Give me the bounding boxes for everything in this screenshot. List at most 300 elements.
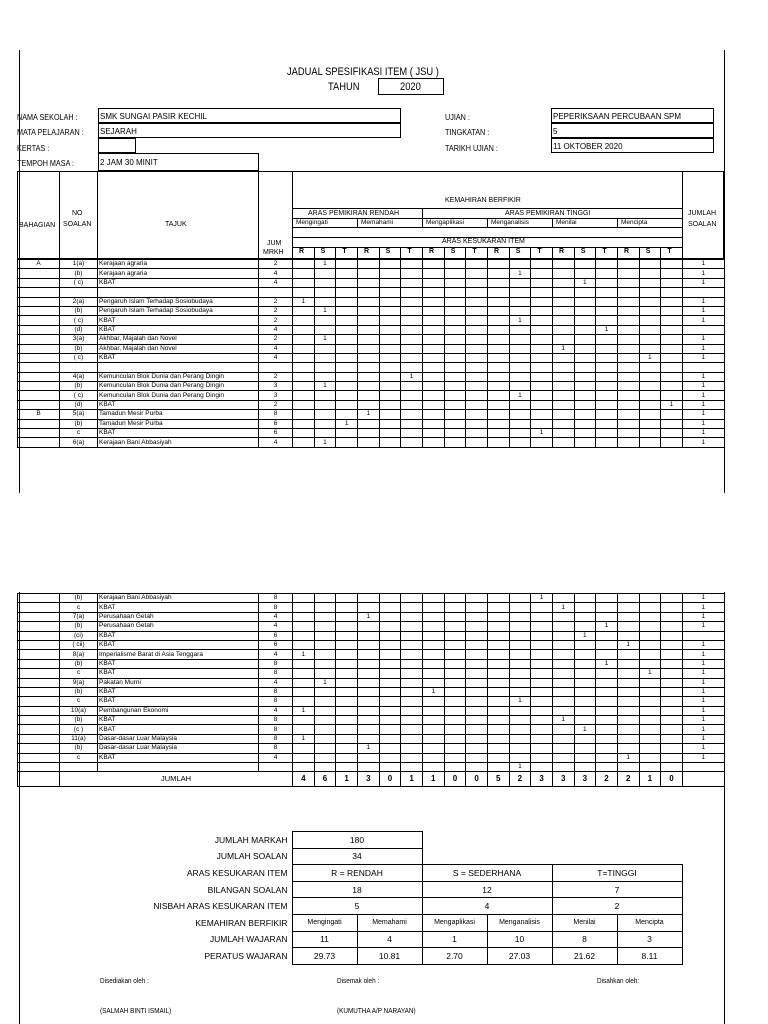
hdr-aras-tinggi: ARAS PEMIKIRAN TINGGI xyxy=(505,210,591,217)
rst-cell xyxy=(661,419,683,428)
rst-cell xyxy=(422,297,444,306)
rst-cell xyxy=(444,697,466,706)
rst-cell xyxy=(466,687,488,696)
rst-cell xyxy=(596,429,618,438)
rst-cell xyxy=(314,288,336,297)
table-row xyxy=(18,400,725,409)
rst-cell: 1 xyxy=(639,353,661,362)
rst-cell xyxy=(574,382,596,391)
rst-cell xyxy=(357,260,379,269)
rst-cell xyxy=(379,744,401,753)
rst-cell xyxy=(487,687,509,696)
rst-cell: 1 xyxy=(293,297,315,306)
rst-cell xyxy=(357,306,379,315)
hdr-rst-7: R xyxy=(429,248,435,255)
hdr-skill-3: Mengaplikasi xyxy=(426,219,464,226)
rst-cell xyxy=(466,706,488,715)
rst-cell: 1 xyxy=(357,744,379,753)
no-soalan-cell: 8(a) xyxy=(60,650,98,659)
rst-cell xyxy=(466,744,488,753)
rst-cell xyxy=(336,622,358,631)
rst-cell xyxy=(314,763,336,772)
no-soalan-cell: c xyxy=(60,669,98,678)
jumlah-soalan-cell: 1 xyxy=(682,594,724,603)
jumlah-soalan-cell: 1 xyxy=(682,260,724,269)
tempoh-value: 2 JAM 30 MINIT xyxy=(100,158,158,167)
tajuk-cell: KBAT xyxy=(98,669,259,678)
rst-cell xyxy=(444,269,466,278)
rst-cell xyxy=(336,763,358,772)
no-soalan-cell xyxy=(60,763,98,772)
rst-cell xyxy=(314,594,336,603)
rst-cell xyxy=(552,640,574,649)
rst-cell xyxy=(531,716,553,725)
bahagian-cell xyxy=(18,335,60,344)
jumlah-soalan-cell: 1 xyxy=(682,716,724,725)
jumlah-soalan-cell: 1 xyxy=(682,697,724,706)
rst-cell xyxy=(401,622,423,631)
rst-cell xyxy=(617,612,639,621)
bahagian-cell xyxy=(18,353,60,362)
table-row xyxy=(18,325,725,334)
tajuk-cell: KBAT xyxy=(98,659,259,668)
rst-cell xyxy=(487,438,509,447)
disemak-label: Disemak oleh : xyxy=(337,976,380,985)
rst-cell xyxy=(314,372,336,381)
rst-cell xyxy=(357,363,379,372)
rst-cell xyxy=(639,678,661,687)
rst-cell xyxy=(422,335,444,344)
no-soalan-cell: c xyxy=(60,753,98,762)
rst-cell xyxy=(422,269,444,278)
hdr-rst-2: S xyxy=(320,248,326,255)
rst-cell xyxy=(596,631,618,640)
tajuk-cell: Kerajaan agraria xyxy=(98,260,259,269)
rst-cell xyxy=(401,687,423,696)
bahagian-cell xyxy=(18,734,60,743)
jumlah-markah-value: 180 xyxy=(292,832,422,849)
rst-cell xyxy=(531,640,553,649)
rst-cell xyxy=(574,669,596,678)
rst-cell xyxy=(552,316,574,325)
rst-cell xyxy=(487,594,509,603)
jumlah-value-cell: 1 xyxy=(401,772,423,787)
rst-cell xyxy=(487,744,509,753)
rst-cell xyxy=(487,763,509,772)
tajuk-cell: KBAT xyxy=(98,353,259,362)
rst-cell: 1 xyxy=(574,278,596,287)
rst-cell xyxy=(487,335,509,344)
rst-cell xyxy=(401,650,423,659)
hdr-rst-sep xyxy=(444,247,445,259)
rst-cell xyxy=(617,744,639,753)
rst-cell xyxy=(596,306,618,315)
jumlah-value-cell: 3 xyxy=(531,772,553,787)
rst-cell xyxy=(661,716,683,725)
rst-cell xyxy=(314,640,336,649)
bahagian-cell xyxy=(18,744,60,753)
rst-cell xyxy=(552,400,574,409)
rst-cell xyxy=(596,391,618,400)
hdr-jumlah: JUMLAH xyxy=(688,210,717,217)
rst-cell xyxy=(509,429,531,438)
rst-cell xyxy=(661,353,683,362)
markah-cell: 4 xyxy=(259,753,293,762)
jumlah-markah-label: JUMLAH MARKAH xyxy=(214,834,288,845)
jumlah-soalan-cell xyxy=(682,288,724,297)
jumlah-value-cell: 0 xyxy=(466,772,488,787)
rst-cell xyxy=(422,325,444,334)
rst-cell xyxy=(293,687,315,696)
rst-cell xyxy=(661,372,683,381)
markah-cell: 2 xyxy=(259,372,293,381)
hdr-rst-15: T xyxy=(602,248,607,255)
rst-cell xyxy=(357,678,379,687)
rst-cell xyxy=(487,278,509,287)
bahagian-cell xyxy=(18,297,60,306)
rst-cell xyxy=(531,650,553,659)
rst-cell xyxy=(422,344,444,353)
rst-cell xyxy=(293,725,315,734)
rst-cell xyxy=(379,669,401,678)
rst-cell xyxy=(314,734,336,743)
rst-cell xyxy=(379,612,401,621)
bahagian-cell xyxy=(18,419,60,428)
rst-cell xyxy=(639,640,661,649)
rst-cell xyxy=(466,650,488,659)
bahagian-cell xyxy=(18,438,60,447)
rst-cell xyxy=(401,594,423,603)
hdr-rst-sep xyxy=(335,247,336,259)
rst-cell xyxy=(444,344,466,353)
rst-cell xyxy=(401,612,423,621)
no-soalan-cell: 4(a) xyxy=(60,372,98,381)
rst-cell xyxy=(293,400,315,409)
table-row xyxy=(18,687,725,696)
rst-cell xyxy=(574,438,596,447)
rst-cell xyxy=(444,725,466,734)
tajuk-cell: KBAT xyxy=(98,716,259,725)
rst-cell xyxy=(466,594,488,603)
rst-cell xyxy=(552,269,574,278)
no-soalan-cell: 2(a) xyxy=(60,297,98,306)
tajuk-cell: Tamadun Mesir Purba xyxy=(98,410,259,419)
rst-cell xyxy=(444,631,466,640)
rst-cell xyxy=(336,297,358,306)
rst-cell xyxy=(487,372,509,381)
no-soalan-cell xyxy=(60,288,98,297)
rst-cell xyxy=(401,335,423,344)
rst-cell xyxy=(379,391,401,400)
rst-cell xyxy=(596,363,618,372)
hdr-rst-13: R xyxy=(559,248,565,255)
rst-cell xyxy=(379,278,401,287)
rst-cell xyxy=(336,594,358,603)
jumlah-soalan-cell: 1 xyxy=(682,419,724,428)
bahagian-cell xyxy=(18,669,60,678)
rst-cell xyxy=(357,372,379,381)
rst-cell xyxy=(531,687,553,696)
peratus-5: 21.62 xyxy=(552,948,617,965)
rst-cell xyxy=(617,687,639,696)
rst-cell xyxy=(487,697,509,706)
rst-cell xyxy=(422,306,444,315)
rst-cell xyxy=(357,631,379,640)
rst-cell xyxy=(293,612,315,621)
rst-cell xyxy=(444,353,466,362)
tajuk-cell: Pengaruh Islam Terhadap Sosiobudaya xyxy=(98,306,259,315)
rst-cell xyxy=(661,659,683,668)
rst-cell xyxy=(379,659,401,668)
bahagian-cell xyxy=(18,306,60,315)
aras-label: ARAS KESUKARAN ITEM xyxy=(186,867,288,878)
jumlah-soalan-cell: 1 xyxy=(682,316,724,325)
rst-cell xyxy=(379,763,401,772)
rst-cell xyxy=(509,650,531,659)
rst-cell xyxy=(574,410,596,419)
bahagian-cell xyxy=(18,725,60,734)
no-soalan-cell: ( c) xyxy=(60,391,98,400)
no-soalan-cell: (b) xyxy=(60,344,98,353)
rst-cell xyxy=(596,410,618,419)
rst-cell xyxy=(487,391,509,400)
rst-cell xyxy=(357,400,379,409)
bahagian-cell xyxy=(18,622,60,631)
rst-cell xyxy=(639,391,661,400)
rst-cell xyxy=(444,297,466,306)
rst-cell xyxy=(357,353,379,362)
table-row xyxy=(18,622,725,631)
rst-cell xyxy=(314,297,336,306)
rst-cell xyxy=(531,603,553,612)
wajaran-4: 10 xyxy=(487,931,552,948)
rst-cell xyxy=(617,335,639,344)
rst-cell xyxy=(617,400,639,409)
jumlah-soalan-cell: 1 xyxy=(682,612,724,621)
hdr-mrkh: MRKH xyxy=(263,249,284,256)
rst-cell xyxy=(487,753,509,762)
aras-tinggi: T=TINGGI xyxy=(552,865,682,882)
rst-cell xyxy=(574,716,596,725)
rst-cell xyxy=(379,419,401,428)
table-row xyxy=(18,391,725,400)
tajuk-cell xyxy=(98,363,259,372)
rst-cell xyxy=(444,612,466,621)
rst-cell: 1 xyxy=(314,260,336,269)
rst-cell xyxy=(617,697,639,706)
rst-cell xyxy=(487,325,509,334)
rst-cell xyxy=(357,687,379,696)
rst-cell xyxy=(293,429,315,438)
rst-cell xyxy=(531,678,553,687)
rst-cell xyxy=(401,325,423,334)
tempoh-label: TEMPOH MASA : xyxy=(17,158,75,168)
table-row xyxy=(18,650,725,659)
jumlah-soalan-cell: 1 xyxy=(682,269,724,278)
rst-cell xyxy=(661,306,683,315)
rst-cell xyxy=(422,697,444,706)
rst-cell xyxy=(379,325,401,334)
rst-cell xyxy=(379,438,401,447)
rst-cell xyxy=(336,744,358,753)
rst-cell xyxy=(379,603,401,612)
hdr-bahagian: BAHAGIAN xyxy=(19,222,56,229)
rst-cell xyxy=(314,622,336,631)
rst-cell xyxy=(574,650,596,659)
rst-cell xyxy=(509,325,531,334)
rst-cell xyxy=(336,640,358,649)
peratus-3: 2.70 xyxy=(422,948,487,965)
rst-cell xyxy=(422,725,444,734)
rst-cell xyxy=(617,382,639,391)
rst-cell xyxy=(487,640,509,649)
hdr-sep-4 xyxy=(292,171,293,259)
rst-cell xyxy=(617,669,639,678)
rst-cell xyxy=(293,391,315,400)
tingkatan-label: TINGKATAN : xyxy=(445,127,490,137)
kemahiran-1: Mengingati xyxy=(292,914,357,931)
table-row xyxy=(18,678,725,687)
rst-cell xyxy=(552,650,574,659)
no-soalan-cell: ( c) xyxy=(60,316,98,325)
rst-cell xyxy=(401,697,423,706)
rst-cell xyxy=(552,278,574,287)
rst-cell xyxy=(336,363,358,372)
rst-cell xyxy=(617,763,639,772)
markah-cell: 4 xyxy=(259,344,293,353)
jumlah-soalan-cell: 1 xyxy=(682,429,724,438)
aras-sederhana: S = SEDERHANA xyxy=(422,865,552,882)
hdr-jum: JUM xyxy=(267,240,282,247)
hdr-rst-10: R xyxy=(494,248,500,255)
table-row xyxy=(18,612,725,621)
table-row xyxy=(18,297,725,306)
rst-cell xyxy=(293,594,315,603)
rst-cell xyxy=(617,297,639,306)
rst-cell xyxy=(487,419,509,428)
rst-cell xyxy=(596,316,618,325)
hdr-skill-2: Memahami xyxy=(361,219,394,226)
rst-cell xyxy=(552,410,574,419)
rst-cell xyxy=(336,687,358,696)
rst-cell xyxy=(379,697,401,706)
jumlah-soalan-cell: 1 xyxy=(682,335,724,344)
rst-cell xyxy=(574,659,596,668)
rst-cell xyxy=(357,316,379,325)
rst-cell xyxy=(357,622,379,631)
peratus-6: 8.11 xyxy=(617,948,682,965)
no-soalan-cell: (b) xyxy=(60,594,98,603)
rst-cell xyxy=(336,716,358,725)
rst-cell: 1 xyxy=(617,753,639,762)
rst-cell xyxy=(661,269,683,278)
rst-cell xyxy=(531,669,553,678)
tajuk-cell: Imperialisme Barat di Asia Tenggara xyxy=(98,650,259,659)
rst-cell xyxy=(357,335,379,344)
rst-cell xyxy=(466,612,488,621)
rst-cell xyxy=(531,438,553,447)
table-row xyxy=(18,659,725,668)
rst-cell xyxy=(509,438,531,447)
rst-cell xyxy=(596,603,618,612)
kertas-field xyxy=(98,138,136,153)
table-row xyxy=(18,419,725,428)
rst-cell xyxy=(357,438,379,447)
rst-cell xyxy=(422,363,444,372)
jumlah-soalan-cell: 1 xyxy=(682,372,724,381)
markah-cell: 8 xyxy=(259,687,293,696)
rst-cell xyxy=(596,716,618,725)
markah-cell: 4 xyxy=(259,650,293,659)
rst-cell xyxy=(336,335,358,344)
rst-cell xyxy=(509,631,531,640)
table-row xyxy=(18,306,725,315)
markah-cell: 2 xyxy=(259,260,293,269)
rst-cell xyxy=(401,419,423,428)
rst-cell xyxy=(357,725,379,734)
rst-cell xyxy=(487,363,509,372)
hdr-rst-sep xyxy=(314,247,315,259)
tajuk-cell: Dasar-dasar Luar Malaysia xyxy=(98,734,259,743)
jumlah-soalan-cell: 1 xyxy=(682,687,724,696)
rst-cell xyxy=(314,631,336,640)
rst-cell xyxy=(293,659,315,668)
rst-cell xyxy=(336,353,358,362)
rst-cell: 1 xyxy=(552,344,574,353)
rst-cell xyxy=(444,438,466,447)
rst-cell xyxy=(422,603,444,612)
rst-cell xyxy=(531,622,553,631)
rst-cell xyxy=(314,612,336,621)
rst-cell xyxy=(466,278,488,287)
rst-cell xyxy=(466,753,488,762)
rst-cell xyxy=(509,678,531,687)
rst-cell xyxy=(401,288,423,297)
rst-cell xyxy=(661,382,683,391)
rst-cell xyxy=(466,372,488,381)
rst-cell xyxy=(509,363,531,372)
markah-cell: 6 xyxy=(259,419,293,428)
rst-cell xyxy=(617,363,639,372)
rst-cell xyxy=(444,260,466,269)
rst-cell xyxy=(422,669,444,678)
rst-cell xyxy=(314,325,336,334)
rst-cell xyxy=(661,335,683,344)
rst-cell xyxy=(444,316,466,325)
jumlah-value-cell: 3 xyxy=(357,772,379,787)
rst-cell xyxy=(661,753,683,762)
rst-cell: 1 xyxy=(531,429,553,438)
rst-cell xyxy=(422,391,444,400)
jumlah-soalan-cell: 1 xyxy=(682,400,724,409)
disediakan-label: Disediakan oleh : xyxy=(100,976,149,985)
jumlah-soalan-value: 34 xyxy=(292,848,422,865)
rst-cell xyxy=(357,325,379,334)
rst-cell xyxy=(639,297,661,306)
rst-cell xyxy=(487,429,509,438)
rst-cell xyxy=(336,603,358,612)
markah-cell xyxy=(259,363,293,372)
rst-cell xyxy=(639,335,661,344)
mata-pelajaran-field xyxy=(98,123,401,138)
rst-cell xyxy=(379,288,401,297)
rst-cell xyxy=(293,763,315,772)
rst-cell xyxy=(574,603,596,612)
rst-cell xyxy=(574,763,596,772)
rst-cell: 1 xyxy=(639,669,661,678)
rst-cell xyxy=(574,734,596,743)
hdr-sep-2 xyxy=(97,171,98,259)
